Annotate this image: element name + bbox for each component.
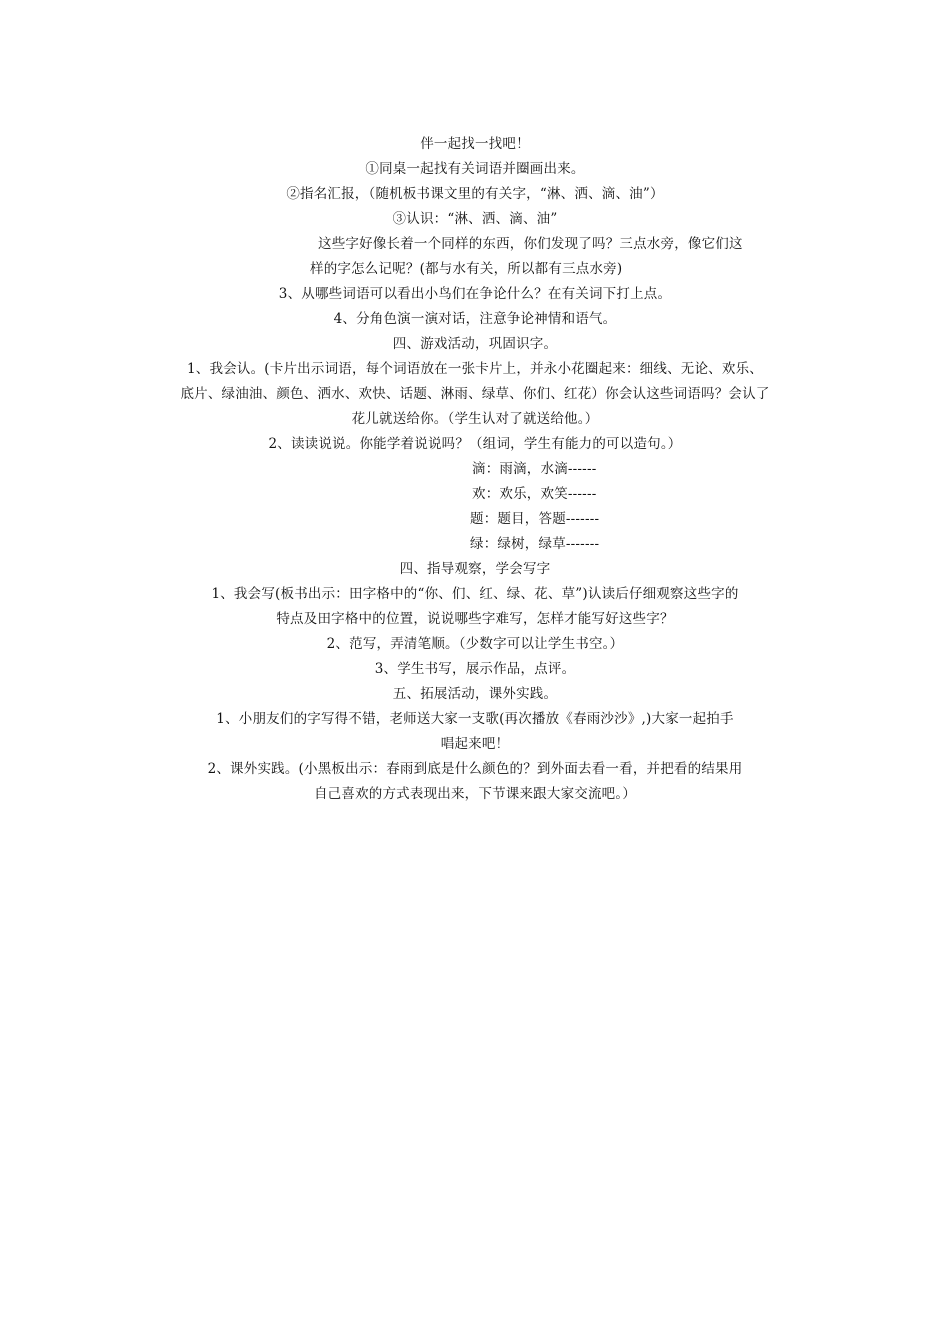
text-line: 特点及田字格中的位置，说说哪些字难写，怎样才能写好这些字？ xyxy=(276,611,674,627)
word-example: 欢：欢乐，欢笑------ xyxy=(472,486,597,502)
text-line: 自己喜欢的方式表现出来，下节课来跟大家交流吧。） xyxy=(313,786,637,802)
text-line: 样的字怎么记呢？(都与水有关，所以都有三点水旁) xyxy=(310,261,623,277)
word-example: 题：题目，答题------- xyxy=(470,511,600,527)
section-heading: 四、指导观察，学会写字 xyxy=(399,561,551,577)
text-line: 3、学生书写，展示作品，点评。 xyxy=(374,661,576,677)
text-line: 4、分角色演一演对话，注意争论神情和语气。 xyxy=(333,311,617,327)
text-line: ③认识：“淋、洒、滴、油” xyxy=(392,211,558,227)
text-line: 底片、绿油油、颜色、洒水、欢快、话题、淋雨、绿草、你们、红花）你会认这些词语吗？会认了 xyxy=(180,386,770,402)
text-line: ①同桌一起找有关词语并圈画出来。 xyxy=(365,161,585,177)
word-example: 滴：雨滴，水滴------ xyxy=(472,461,597,477)
text-line: 1、我会认。(卡片出示词语，每个词语放在一张卡片上，并永小花圈起来：细线、无论、欢乐、 xyxy=(187,361,763,377)
section-heading: 四、游戏活动，巩固识字。 xyxy=(392,336,558,352)
text-line: 花儿就送给你。（学生认对了就送给他。） xyxy=(351,411,599,427)
text-line: 1、我会写(板书出示：田字格中的“你、们、红、绿、花、草”)认读后仔细观察这些字的 xyxy=(211,586,739,602)
text-line: 唱起来吧！ xyxy=(440,736,510,752)
text-line: 3、从哪些词语可以看出小鸟们在争论什么？在有关词下打上点。 xyxy=(278,286,672,302)
text-line: 2、读读说说。你能学着说说吗？（组词，学生有能力的可以造句。） xyxy=(268,436,682,452)
word-example: 绿：绿树，绿草------- xyxy=(470,536,600,552)
text-line: 2、课外实践。(小黑板出示：春雨到底是什么颜色的？到外面去看一看，并把看的结果用 xyxy=(207,761,743,777)
text-line: 2、范写，弄清笔顺。（少数字可以让学生书空。） xyxy=(326,636,624,652)
text-line: ②指名汇报，（随机板书课文里的有关字，“淋、洒、滴、油”） xyxy=(286,186,664,202)
text-line: 这些字好像长着一个同样的东西，你们发现了吗？三点水旁，像它们这 xyxy=(318,236,743,252)
section-heading: 五、拓展活动，课外实践。 xyxy=(392,686,558,702)
text-line: 伴一起找一找吧！ xyxy=(420,136,530,152)
text-line: 1、小朋友们的字写得不错，老师送大家一支歌(再次播放《春雨沙沙》,)大家一起拍手 xyxy=(216,711,734,727)
